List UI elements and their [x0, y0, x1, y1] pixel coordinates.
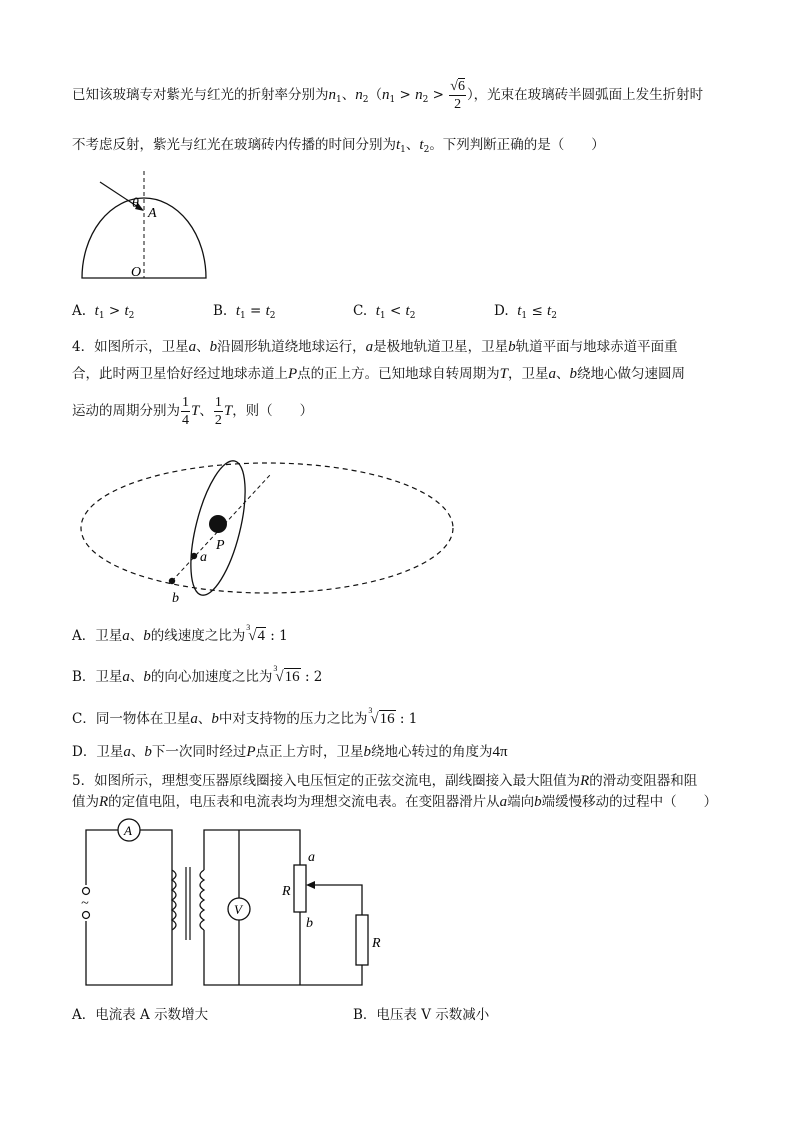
point-P-label: P: [216, 538, 225, 553]
voltmeter-label: V: [234, 902, 242, 917]
q5-text-line-1: 5．如图所示，理想变压器原线圈接入电压恒定的正弦交流电，副线圈接入最大阻值为R的滑动变阻器和阻: [72, 773, 698, 789]
satellite-orbit-figure: [72, 455, 462, 605]
satellite-b-dot: [169, 578, 175, 584]
cube-root-4: 3 √4: [246, 623, 265, 644]
q4-option-c[interactable]: C．同一物体在卫星a、b中对支持物的压力之比为 3 √16 : 1: [72, 706, 418, 727]
q3-option-b[interactable]: B. $t_1 = t_2$: [213, 303, 276, 321]
cube-root-16-b: 3 √16: [273, 664, 300, 685]
q3-option-c[interactable]: C. $t_1 < t_2$: [353, 303, 416, 321]
rheostat-symbol: [294, 865, 306, 912]
q4-text-line-3: 运动的周期分别为 $\frac{1}{4}$ T、 $\frac{1}{2}$ T，则（ ）: [72, 395, 314, 428]
slider-arrow: [306, 881, 315, 889]
point-A-label: A: [148, 206, 157, 221]
quarter-fraction: $\frac{1}{4}$: [182, 395, 189, 428]
sat-a-label: a: [200, 550, 207, 565]
q4-text-line-2: 合，此时两卫星恰好经过地球赤道上P点的正上方。已知地球自转周期为T，卫星a、b绕地心做匀速圆周: [72, 366, 686, 382]
half-fraction: $\frac{1}{2}$: [214, 395, 222, 428]
q4-option-b[interactable]: B．卫星a、b的向心加速度之比为 3 √16 : 2: [72, 664, 323, 685]
q5-text-line-2: 值为R的定值电阻，电压表和电流表均为理想交流电表。在变阻器滑片从a端向b端缓慢移动的过程中（ ）: [72, 794, 718, 810]
q3-option-d[interactable]: D. $t_1 \le t_2$: [494, 303, 557, 321]
sat-b-label: b: [172, 591, 179, 605]
rheostat-R-label: R: [282, 884, 291, 899]
q3-option-a[interactable]: A. $t_1 > t_2$: [72, 303, 135, 321]
ac-source-symbol: ~: [81, 896, 89, 911]
q4-option-d[interactable]: D．卫星a、b下一次同时经过P点正上方时，卫星b绕地心转过的角度为4π: [72, 744, 508, 760]
ammeter-label: A: [124, 823, 132, 838]
q4-text-line-1: 4．如图所示，卫星a、b沿圆形轨道绕地球运行，a是极地轨道卫星，卫星b轨道平面与地球赤道平面重: [72, 339, 678, 355]
q4-option-a[interactable]: A．卫星a、b的线速度之比为 3 √4 : 1: [72, 623, 288, 644]
transformer-circuit-figure: [72, 815, 392, 995]
rheostat-end-b-label: b: [306, 916, 313, 931]
cube-root-16-c: 3 √16: [368, 706, 395, 727]
rheostat-end-a-label: a: [308, 850, 315, 865]
q3-text-line-1: 已知该玻璃专对紫光与红光的折射率分别为$n_1$、$n_2(n_1 > n_2$ > $\frac{√6}{2}$ ），光束在玻璃砖半圆弧面上发生折射时: [72, 79, 704, 112]
q3-text-line-2: 不考虑反射，紫光与红光在玻璃砖内传播的时间分别为$t_1$、$t_2$。下列判断正确的是（ ）: [72, 137, 605, 155]
sqrt6-over-2-fraction: $\frac{√6}{2}$: [450, 79, 465, 112]
q5-option-a[interactable]: A．电流表 A 示数增大: [72, 1007, 209, 1023]
fixed-resistor-symbol: [356, 915, 368, 965]
q5-option-b[interactable]: B．电压表 V 示数减小: [353, 1007, 490, 1023]
fixed-R-label: R: [372, 936, 381, 951]
point-O-label: O: [131, 265, 142, 280]
theta-label: θ: [132, 196, 139, 211]
earth-dot: [209, 515, 227, 533]
semicircle-glass-figure: [72, 165, 222, 285]
satellite-a-dot: [191, 553, 197, 559]
